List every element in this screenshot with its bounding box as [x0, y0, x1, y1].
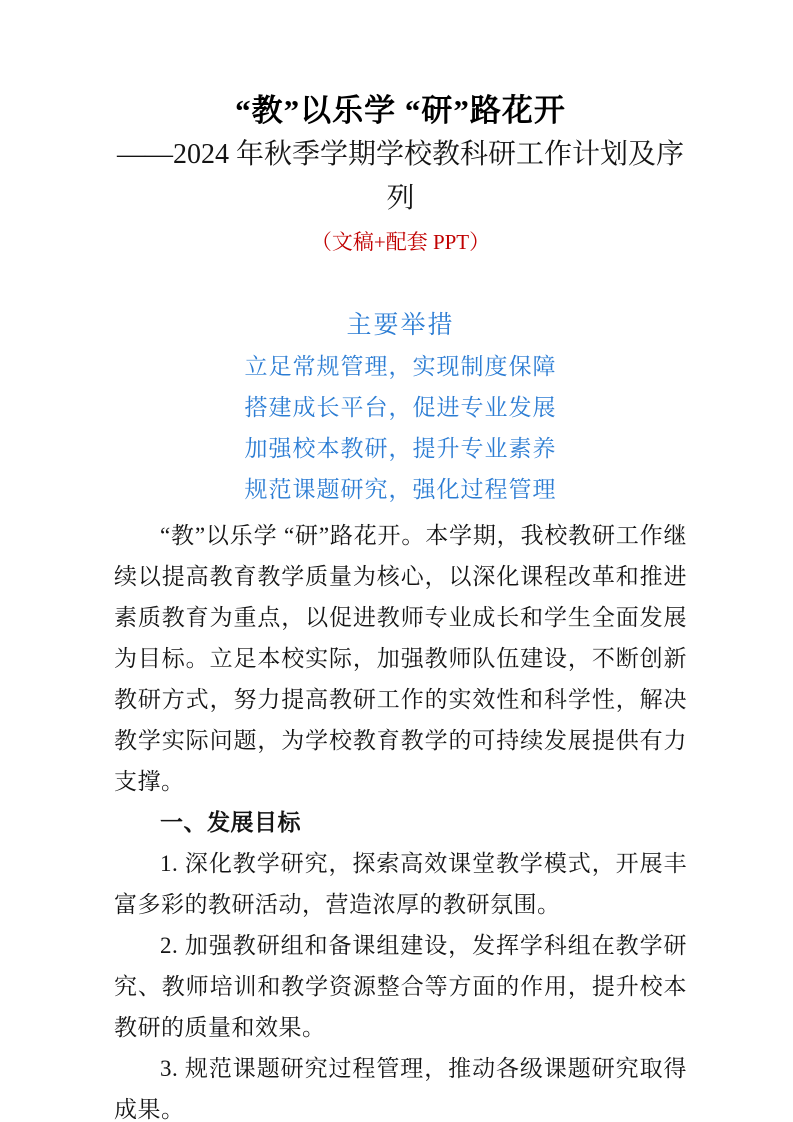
- measure-item-4: 规范课题研究，强化过程管理: [244, 477, 557, 502]
- doc-subtitle: ——2024 年秋季学期学校教科研工作计划及序列: [116, 139, 684, 214]
- goal-item-2: 2. 加强教研组和备课组建设，发挥学科组在教学研究、教师培训和教学资源整合等方面的作用，提升校本教研的质量和效果。: [114, 933, 687, 1040]
- section1-heading: 一、发展目标: [160, 810, 301, 835]
- measure-item-2: 搭建成长平台，促进专业发展: [244, 395, 557, 420]
- measure-item-1: 立足常规管理，实现制度保障: [244, 354, 557, 379]
- intro-paragraph: “教”以乐学 “研”路花开。本学期，我校教研工作继续以提高教育教学质量为核心，以深化课程改革和推进素质教育为重点，以促进教师专业成长和学生全面发展为目标。立足本校实际，加强教师队伍建设，不断创新教研方式，努力提高教研工作的实效性和科学性，解决教学实际问题，为学校教育教学的可持续发展提供有力支撑。: [114, 523, 687, 794]
- measures-section: [114, 305, 687, 510]
- goal-item-3: 3. 规范课题研究过程管理，推动各级课题研究取得成果。: [114, 1056, 687, 1122]
- doc-title: “教”以乐学 “研”路花开: [235, 93, 566, 128]
- goal-item-1: 1. 深化教学研究，探索高效课堂教学模式，开展丰富多彩的教研活动，营造浓厚的教研氛围。: [114, 851, 687, 917]
- document-body: [114, 515, 687, 1122]
- measure-item-3: 加强校本教研，提升专业素养: [244, 436, 557, 461]
- doc-note: （文稿+配套 PPT）: [310, 230, 491, 254]
- measures-heading: 主要举措: [346, 312, 455, 339]
